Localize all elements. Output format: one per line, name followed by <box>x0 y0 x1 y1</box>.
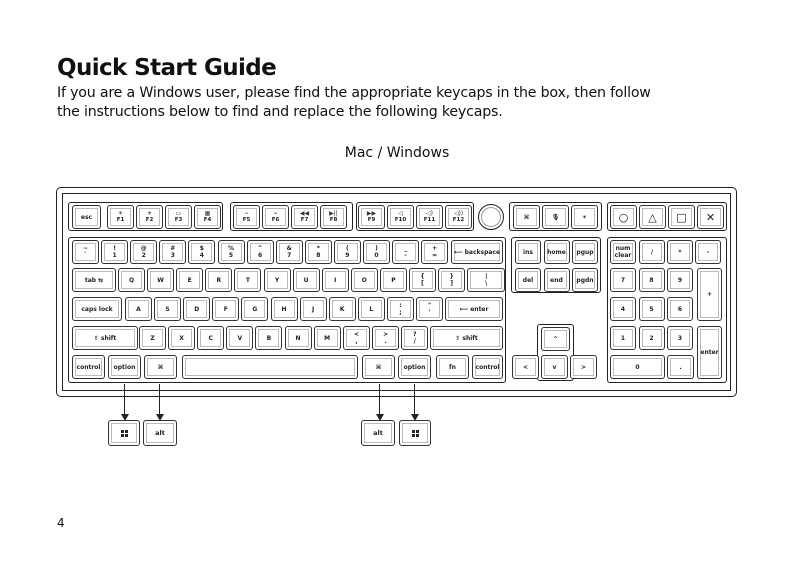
key-numpad-8-label: 8 <box>649 276 654 284</box>
key-right-option <box>398 355 431 379</box>
key-base-symbol: 1 <box>112 252 117 259</box>
fn-media-icon: ▦ <box>204 210 211 217</box>
key-f6 <box>262 205 289 229</box>
key-right-control-label: control <box>475 363 500 371</box>
key-backspace-label: ⟵ backspace <box>453 248 501 256</box>
key-d <box>183 297 210 321</box>
key-s <box>154 297 181 321</box>
key-left-control-label: control <box>76 363 101 371</box>
key-f8-label: F8 <box>329 217 338 223</box>
key-left-option-label: option <box>113 363 136 371</box>
key-j <box>300 297 327 321</box>
key-num-3 <box>159 240 186 264</box>
key-numpad-2 <box>639 326 665 350</box>
key-f7-label: F7 <box>300 217 309 223</box>
key-right-control <box>472 355 503 379</box>
key-numpad-dot-label: . <box>679 363 682 371</box>
key-base-symbol: , <box>355 338 358 345</box>
key-numpad-7 <box>610 268 636 292</box>
key-shift-symbol: } <box>449 273 454 280</box>
key-shift-symbol: " <box>428 302 432 309</box>
key-base-symbol: 8 <box>316 252 321 259</box>
key-f12 <box>445 205 472 229</box>
fn-media-icon: ⌁ <box>273 210 278 217</box>
key-numpad-enter-label: enter <box>700 349 719 356</box>
replacement-win-key-left <box>108 420 140 446</box>
key-numpad-0-label: 0 <box>635 363 640 371</box>
key-fn-label: fn <box>449 363 456 371</box>
key-right-shift <box>430 326 503 350</box>
key-shift-symbol: > <box>383 331 389 338</box>
key-base-symbol: 0 <box>374 252 379 259</box>
key-h-label: H <box>281 305 287 313</box>
rotary-knob <box>478 204 504 230</box>
fn-media-icon: ☀ <box>117 210 124 217</box>
key-base-symbol: 3 <box>170 252 175 259</box>
key-o-label: O <box>361 276 367 284</box>
key-fn <box>436 355 469 379</box>
key-numpad-8 <box>639 268 665 292</box>
key-f-label: F <box>223 305 228 313</box>
intro-line-2: the instructions below to find and replace the following keycaps. <box>57 104 503 120</box>
key-shift-symbol: | <box>485 273 488 280</box>
up-arrow-icon: ^ <box>552 335 559 343</box>
key-base-symbol: / <box>413 338 416 345</box>
key-num-12 <box>421 240 448 264</box>
key-del <box>515 268 541 292</box>
key-l <box>358 297 385 321</box>
key-shape-2 <box>639 205 666 229</box>
key-q-label: Q <box>128 276 135 284</box>
key-numpad-7-label: 7 <box>620 276 626 284</box>
key-shift-symbol: % <box>227 245 234 252</box>
key-w-label: W <box>157 276 164 284</box>
key-numpad-3 <box>667 326 693 350</box>
key-numpad-dot <box>667 355 694 379</box>
key-esc-label: esc <box>80 213 93 221</box>
key-numpad-9 <box>667 268 693 292</box>
key-x-label: X <box>179 334 184 342</box>
key-j-label: J <box>311 305 315 313</box>
triangle-icon: △ <box>648 210 657 224</box>
key-shift-symbol: # <box>170 245 176 252</box>
down-arrow-icon: v <box>552 363 557 371</box>
key-numpad-1-label: 1 <box>620 334 626 342</box>
key-del-label: del <box>522 276 534 284</box>
fn-media-icon: ⌁ <box>244 210 249 217</box>
key-ins-label: ins <box>523 248 533 256</box>
cross-icon: ✕ <box>705 210 716 224</box>
key-home <box>544 240 570 264</box>
key-num-10 <box>363 240 390 264</box>
arrow-line-3 <box>379 384 380 415</box>
key-numpad-6-label: 6 <box>677 305 683 313</box>
key-k <box>329 297 356 321</box>
key-k-label: K <box>339 305 345 313</box>
key-up-arrow <box>541 327 570 351</box>
key-f12-label: F12 <box>452 217 465 223</box>
key-numpad-plus <box>697 268 722 321</box>
key-t <box>234 268 261 292</box>
key-num-0 <box>72 240 99 264</box>
key-x <box>168 326 195 350</box>
key-pgup <box>572 240 598 264</box>
key-m-label: M <box>324 334 331 342</box>
key-num-4 <box>188 240 215 264</box>
key-f4-label: F4 <box>203 217 212 223</box>
key-down-arrow <box>541 355 568 379</box>
intro-text <box>57 84 697 122</box>
key-v <box>226 326 253 350</box>
key-numpad-5 <box>639 297 665 321</box>
key-shift-symbol: { <box>420 273 425 280</box>
key-numpad-1 <box>610 326 636 350</box>
key-numpad-mul <box>667 240 693 264</box>
key-numpad-0 <box>610 355 665 379</box>
key-pgup-label: pgup <box>576 248 594 256</box>
key-f10 <box>387 205 414 229</box>
key-right-command <box>362 355 395 379</box>
screenshot-icon: ⌘ <box>523 213 530 221</box>
key-e-label: E <box>187 276 192 284</box>
key-f11-label: F11 <box>423 217 436 223</box>
key-y <box>264 268 291 292</box>
key-punct-1 <box>372 326 399 350</box>
key-base-symbol: [ <box>421 280 424 287</box>
key-numpad-div <box>639 240 665 264</box>
key-base-symbol: . <box>384 338 387 345</box>
key-right-option-label: option <box>403 363 426 371</box>
key-f5 <box>233 205 260 229</box>
key-base-symbol: ` <box>84 252 87 259</box>
key-shift-symbol: ( <box>346 245 349 252</box>
key-m <box>314 326 341 350</box>
key-s-label: S <box>165 305 170 313</box>
key-num-9 <box>334 240 361 264</box>
key-h <box>271 297 298 321</box>
key-numpad-enter <box>697 326 722 379</box>
key-num-clear <box>610 240 636 264</box>
key-t-label: T <box>245 276 250 284</box>
key-f1-label: F1 <box>116 217 125 223</box>
key-base-symbol: \ <box>485 280 488 287</box>
key-numpad-2-label: 2 <box>649 334 654 342</box>
fn-media-icon: ◁) <box>426 210 433 217</box>
key-a-label: A <box>136 305 141 313</box>
key-esc <box>72 205 101 229</box>
key-backspace <box>451 240 503 264</box>
key-ins <box>515 240 541 264</box>
key-numpad-3-label: 3 <box>677 334 683 342</box>
key-f11 <box>416 205 443 229</box>
key-left-shift <box>72 326 138 350</box>
key-tab <box>72 268 116 292</box>
microphone-icon: 🎙 <box>551 213 560 221</box>
key-p <box>380 268 407 292</box>
key-f5-label: F5 <box>242 217 251 223</box>
key-num-7 <box>276 240 303 264</box>
key-u <box>293 268 320 292</box>
key-b-label: B <box>266 334 272 342</box>
key-right-shift-label: ⇧ shift <box>455 334 478 342</box>
key-f9-label: F9 <box>367 217 376 223</box>
key-shift-symbol: + <box>432 245 438 252</box>
left-arrow-icon: < <box>522 363 529 371</box>
key-e <box>176 268 203 292</box>
key-num-8 <box>305 240 332 264</box>
key-shift-symbol: ? <box>412 331 417 338</box>
key-z <box>139 326 166 350</box>
key-a <box>125 297 152 321</box>
key-base-symbol: 9 <box>345 252 350 259</box>
arrow-line-4 <box>414 384 415 415</box>
key-num-clear-label: num clear <box>614 245 632 259</box>
key-pgdn-label: pgdn <box>576 276 594 284</box>
key-shape-4 <box>697 205 724 229</box>
key-top-right-1 <box>513 205 540 229</box>
key-base-symbol: ' <box>428 309 431 316</box>
key-base-symbol: = <box>432 252 438 259</box>
key-f6-label: F6 <box>271 217 280 223</box>
key-shift-symbol: * <box>316 245 320 252</box>
key-base-symbol: 4 <box>199 252 204 259</box>
key-num-5 <box>218 240 245 264</box>
key-left-option <box>108 355 141 379</box>
key-o <box>351 268 378 292</box>
key-shift-symbol: < <box>353 331 360 338</box>
key-g-label: G <box>252 305 258 313</box>
key-b <box>255 326 282 350</box>
square-icon: □ <box>676 210 687 224</box>
key-home-label: home <box>547 248 566 256</box>
key-f4 <box>194 205 221 229</box>
key-space <box>182 355 358 379</box>
key-tab-label: tab ⇆ <box>84 276 104 284</box>
key-base-symbol: - <box>404 252 407 259</box>
key-punct-0 <box>343 326 370 350</box>
key-numpad-mul-label: * <box>678 248 682 256</box>
key-l-label: L <box>369 305 374 313</box>
key-bracket-2 <box>467 268 505 292</box>
key-enter <box>445 297 503 321</box>
key-i-label: I <box>334 276 337 284</box>
key-numpad-minus <box>695 240 721 264</box>
key-shift-symbol: : <box>399 302 402 309</box>
key-numpad-9-label: 9 <box>677 276 683 284</box>
key-top-right-3 <box>571 205 598 229</box>
key-left-arrow <box>512 355 539 379</box>
key-r <box>205 268 232 292</box>
key-semi-0 <box>387 297 414 321</box>
key-right-arrow <box>570 355 597 379</box>
key-numpad-plus-label: + <box>706 291 713 298</box>
key-left-command-label: ⌘ <box>157 363 164 371</box>
key-shape-3 <box>668 205 695 229</box>
replacement-win-key-right <box>399 420 431 446</box>
key-bracket-0 <box>409 268 436 292</box>
windows-logo-icon <box>121 430 128 437</box>
key-f10-label: F10 <box>394 217 407 223</box>
key-numpad-5-label: 5 <box>649 305 654 313</box>
page-number: 4 <box>57 516 65 530</box>
key-left-shift-label: ⇧ shift <box>93 334 117 342</box>
key-f3-label: F3 <box>174 217 183 223</box>
key-numpad-minus-label: - <box>706 248 710 256</box>
key-caps-label: caps lock <box>81 305 113 313</box>
key-shape-1 <box>610 205 637 229</box>
key-shift-symbol: @ <box>140 245 147 252</box>
key-punct-2 <box>401 326 428 350</box>
fn-media-icon: ◁)) <box>453 210 464 217</box>
key-numpad-6 <box>667 297 693 321</box>
key-f2-label: F2 <box>145 217 154 223</box>
fn-media-icon: ◁ <box>398 210 403 217</box>
key-caps-lock <box>72 297 122 321</box>
key-r-label: R <box>216 276 222 284</box>
key-shift-symbol: ^ <box>257 245 263 252</box>
fn-media-icon: ◀◀ <box>299 210 310 217</box>
replacement-alt-key-right: alt <box>361 420 395 446</box>
key-top-right-2 <box>542 205 569 229</box>
key-numpad-4-label: 4 <box>620 305 626 313</box>
key-num-1 <box>101 240 128 264</box>
key-f <box>212 297 239 321</box>
fn-media-icon: ▶|| <box>329 210 338 217</box>
key-base-symbol: 2 <box>141 252 146 259</box>
key-base-symbol: ; <box>399 309 402 316</box>
key-v-label: V <box>237 334 243 342</box>
key-right-command-label: ⌘ <box>375 363 382 371</box>
key-left-control <box>72 355 105 379</box>
key-z-label: Z <box>150 334 155 342</box>
key-n <box>285 326 312 350</box>
key-w <box>147 268 174 292</box>
key-bracket-1 <box>438 268 465 292</box>
key-c <box>197 326 224 350</box>
key-enter-label: ⟵ enter <box>459 305 489 313</box>
key-num-11 <box>392 240 419 264</box>
key-base-symbol: 5 <box>228 252 234 259</box>
key-semi-1 <box>416 297 443 321</box>
fn-media-icon: ▶▶ <box>366 210 377 217</box>
key-p-label: P <box>391 276 396 284</box>
intro-line-1: If you are a Windows user, please find the appropriate keycaps in the box, then follow <box>57 85 651 101</box>
key-shift-symbol: ! <box>113 245 116 252</box>
key-d-label: D <box>194 305 200 313</box>
key-num-2 <box>130 240 157 264</box>
key-f3 <box>165 205 192 229</box>
key-u-label: U <box>303 276 309 284</box>
key-pgdn <box>572 268 598 292</box>
arrow-line-1 <box>124 384 125 415</box>
right-arrow-icon: > <box>580 363 587 371</box>
key-f8 <box>320 205 347 229</box>
windows-logo-icon <box>412 430 419 437</box>
arrow-line-2 <box>159 384 160 415</box>
key-end <box>544 268 570 292</box>
key-shift-symbol: & <box>286 245 292 252</box>
key-base-symbol: 6 <box>258 252 263 259</box>
fn-media-icon: ▭ <box>175 210 182 217</box>
fn-media-icon: ☀ <box>146 210 153 217</box>
key-f9 <box>358 205 385 229</box>
key-f2 <box>136 205 163 229</box>
circle-icon: ○ <box>618 210 629 224</box>
key-n-label: N <box>295 334 301 342</box>
key-f7 <box>291 205 318 229</box>
key-i <box>322 268 349 292</box>
key-shift-symbol: _ <box>404 245 408 252</box>
key-shift-symbol: ) <box>375 245 378 252</box>
replacement-alt-key-left: alt <box>143 420 177 446</box>
key-shift-symbol: ~ <box>82 245 89 252</box>
light-icon: ☀ <box>581 213 588 221</box>
key-left-command <box>144 355 177 379</box>
key-num-6 <box>247 240 274 264</box>
key-c-label: C <box>208 334 213 342</box>
key-base-symbol: 7 <box>287 252 292 259</box>
page-title: Quick Start Guide <box>57 55 277 81</box>
key-base-symbol: ] <box>450 280 453 287</box>
key-f1 <box>107 205 134 229</box>
key-numpad-div-label: / <box>650 248 654 256</box>
key-end-label: end <box>550 276 563 284</box>
key-g <box>241 297 268 321</box>
key-numpad-4 <box>610 297 636 321</box>
layout-label: Mac / Windows <box>344 145 450 161</box>
key-shift-symbol: $ <box>199 245 204 252</box>
key-y-label: Y <box>274 276 280 284</box>
key-q <box>118 268 145 292</box>
